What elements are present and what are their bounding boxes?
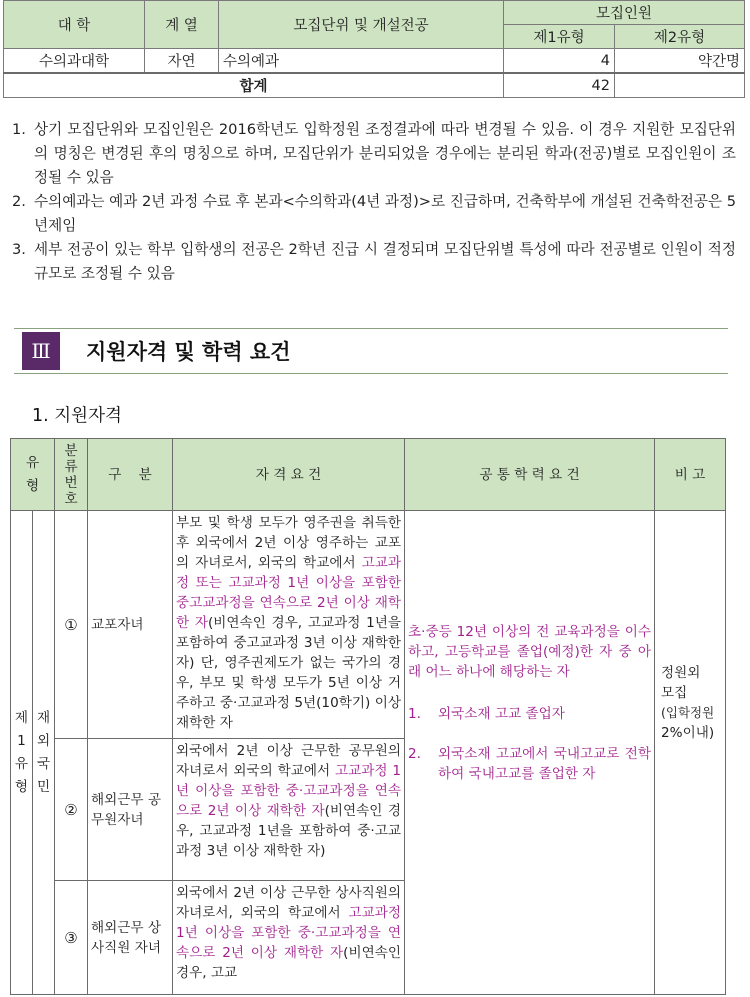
common-item: 1. 외국소재 고교 졸업자 — [408, 705, 565, 722]
note-number: 2. — [12, 193, 26, 210]
note-number: 1. — [12, 121, 26, 138]
section-number-box: Ⅲ — [22, 332, 60, 370]
note-text: 세부 전공이 있는 학부 입학생의 전공은 2학년 진급 시 결정되며 모집단위별 특성에 따라 전공별로 인원이 적정규모로 조정될 수 있음 — [34, 241, 736, 282]
header-unit: 모집단위 및 개설전공 — [219, 1, 504, 49]
cell-college: 수의과대학 — [4, 49, 145, 74]
quota-table — [3, 0, 745, 98]
note-number: 3. — [12, 241, 26, 258]
note-cell: 정원외 모집 (입학정원 2%이내) — [655, 511, 726, 995]
row-condition: 부모 및 학생 모두가 영주권을 취득한 후 외국에서 2년 이상 영주하는 교포의 자녀로서, 외국의 학교에서 고교과정 또는 고교과정 1년 이상을 포함한 중고교과정을 연속으로 2년 이상 재학한 자(비연속인 경우, 고교과정 1년을 포함하여 중고교과정 3년 이상 재학한 자) 단, 영주권제도가 없는 국가의 경우, 부모 및 학생 모두가 5년 이상 거주하고 중·고교과정 5년(10학기) 이상 재학한 자 — [173, 511, 405, 739]
header-type: 유 형 — [11, 439, 55, 511]
subsection-title: 1. 지원자격 — [32, 406, 122, 426]
section-header — [14, 328, 728, 374]
row-category: 교포자녀 — [88, 511, 173, 739]
header-code: 분 류 번 호 — [55, 439, 88, 511]
row-condition: 외국에서 2년 이상 근무한 공무원의 자녀로서 외국의 학교에서 고교과정 1년 이상을 포함한 중·고교과정을 연속으로 2년 이상 재학한 자(비연속인 경우, 고교과정 1년을 포함하여 중·고교과정 3년 이상 재학한 자) — [173, 739, 405, 881]
row-condition: 외국에서 2년 이상 근무한 상사직원의 자녀로서, 외국의 학교에서 고교과정 1년 이상을 포함한 중·고교과정을 연속으로 2년 이상 재학한 자(비연속인 경우, 고교 — [173, 881, 405, 995]
group-type-cell: 제 1 유 형 — [11, 511, 33, 995]
header-quota: 모집인원 — [504, 1, 745, 25]
total-type1: 42 — [504, 73, 615, 98]
cell-field: 자연 — [145, 49, 219, 74]
table-row — [4, 49, 745, 74]
total-label: 합계 — [4, 73, 504, 98]
cell-type2: 약간명 — [615, 49, 745, 74]
common-item: 2. 외국소재 고교에서 국내고교로 전학하여 국내고교를 졸업한 자 — [408, 745, 652, 782]
table-row — [11, 511, 726, 739]
eligibility-table — [10, 438, 726, 995]
total-row — [4, 73, 745, 98]
section-divider-bottom — [14, 373, 728, 374]
total-type2 — [615, 73, 745, 98]
note-text: 상기 모집단위와 모집인원은 2016학년도 입학정원 조정결과에 따라 변경될 수 있음. 이 경우 지원한 모집단위의 명칭은 변경된 후의 명칭으로 하며, 모집단위가 분리되었을 경우에는 분리된 학과(전공)별로 모집인원이 조정될 수 있음 — [34, 121, 736, 186]
header-category: 구 분 — [88, 439, 173, 511]
header-college: 대 학 — [4, 1, 145, 49]
row-category: 해외근무 공무원자녀 — [88, 739, 173, 881]
row-code: ③ — [55, 881, 88, 995]
header-condition: 자 격 요 건 — [173, 439, 405, 511]
common-requirements — [405, 511, 655, 995]
note-text: 수의예과는 예과 2년 과정 수료 후 본과<수의학과(4년 과정)>로 진급하며, 건축학부에 개설된 건축학전공은 5년제임 — [34, 193, 737, 234]
common-intro: 초·중등 12년 이상의 전 교육과정을 이수하고, 고등학교를 졸업(예정)한 자 중 아래 어느 하나에 해당하는 자 — [408, 623, 652, 680]
header-type1: 제1유형 — [504, 25, 615, 49]
note-item — [12, 118, 736, 190]
section-divider-top — [14, 328, 728, 329]
header-common: 공 통 학 력 요 건 — [405, 439, 655, 511]
section-title: 지원자격 및 학력 요건 — [86, 340, 291, 364]
cell-unit: 수의예과 — [219, 49, 504, 74]
group-sub-cell: 재 외 국 민 — [33, 511, 55, 995]
row-code: ① — [55, 511, 88, 739]
note-item — [12, 238, 736, 286]
header-type2: 제2유형 — [615, 25, 745, 49]
row-code: ② — [55, 739, 88, 881]
row-category: 해외근무 상사직원 자녀 — [88, 881, 173, 995]
header-note: 비 고 — [655, 439, 726, 511]
note-item — [12, 190, 736, 238]
header-field: 계 열 — [145, 1, 219, 49]
notes-list — [12, 118, 736, 286]
cell-type1: 4 — [504, 49, 615, 74]
